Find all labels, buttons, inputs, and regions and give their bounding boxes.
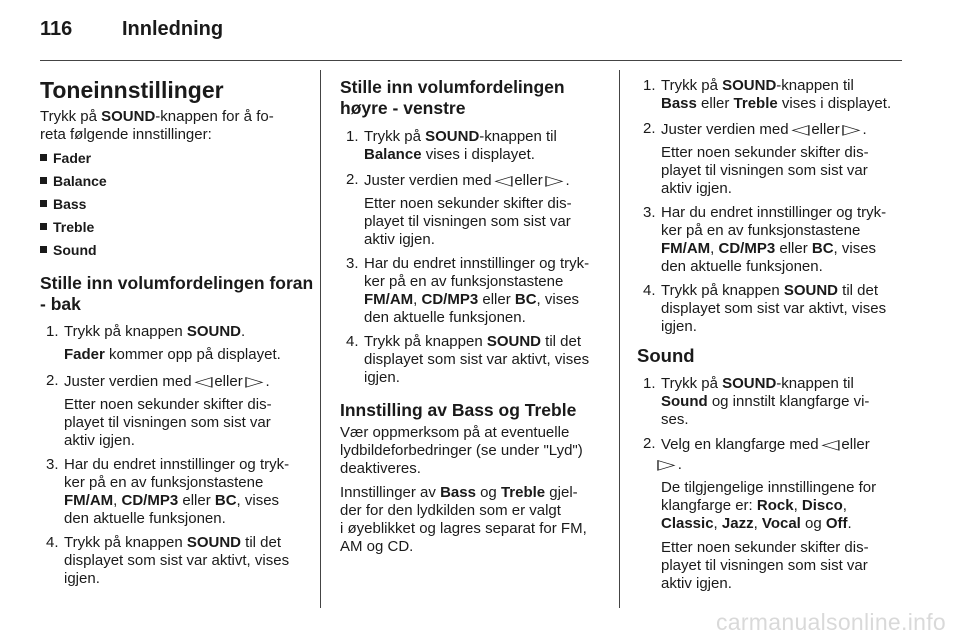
bullet-treble: Treble (40, 218, 94, 237)
bullet-square-icon (40, 177, 47, 184)
step-2-note-1: Etter noen sekunder skifter dis- (661, 144, 869, 161)
arrow-right-icon: ▷ (244, 373, 264, 389)
step-2-note-3: aktiv igjen. (64, 432, 135, 449)
bullet-bass: Bass (40, 195, 86, 214)
bullet-square-icon (40, 154, 47, 161)
step-1-note: Fader kommer opp på displayet. (64, 346, 281, 363)
arrow-right-icon: ▷ (544, 172, 564, 188)
step-2-note-2: playet til visningen som sist var (64, 414, 271, 431)
subheading-left-right: Stille inn volumfordelingen (340, 77, 565, 97)
sound-step-2-note-2: klangfarge er: Rock, Disco, (661, 497, 847, 514)
step-4-line-3: igjen. (64, 570, 100, 587)
arrow-right-icon: ▷ (841, 121, 861, 137)
sound-step-2-line-2: ▷ . (657, 456, 682, 473)
sound-step-2-note-1: De tilgjengelige innstillingene for (661, 479, 877, 496)
arrow-left-icon: ◁ (493, 172, 513, 188)
step-2-note-3: aktiv igjen. (661, 180, 732, 197)
step-2-note-1: Etter noen sekunder skifter dis- (64, 396, 272, 413)
sound-step-1-line-3: ses. (661, 411, 689, 428)
sound-step-2-note-6: aktiv igjen. (661, 575, 732, 592)
step-3-line-2: ker på en av funksjonstastene (364, 273, 564, 290)
watermark: carmanualsonline.info (715, 609, 946, 635)
para-1-line-1: Vær oppmerksom på at eventuelle (340, 424, 570, 441)
step-3-line-4: den aktuelle funksjonen. (661, 258, 823, 275)
sound-step-2-note-3: Classic, Jazz, Vocal og Off. (661, 515, 852, 532)
step-3-line-4: den aktuelle funksjonen. (364, 309, 526, 326)
intro-line-1: Trykk på SOUND-knappen for å fo- (40, 108, 274, 125)
subheading-sound: Sound (637, 345, 695, 366)
arrow-left-icon: ◁ (193, 373, 213, 389)
step-4-line-3: igjen. (364, 369, 400, 386)
column-divider-1 (320, 70, 321, 608)
step-4-line-2: displayet som sist var aktivt, vises (364, 351, 590, 368)
bullet-fader: Fader (40, 149, 91, 168)
sound-step-1-line-2: Sound og innstilt klangfarge vi- (661, 393, 870, 410)
step-3-line-3: FM/AM, CD/MP3 eller BC, vises (64, 492, 280, 509)
bullet-square-icon (40, 223, 47, 230)
step-1-line-2: Bass eller Treble vises i displayet. (661, 95, 892, 112)
step-3-line-2: ker på en av funksjonstastene (661, 222, 861, 239)
step-4-line-2: displayet som sist var aktivt, vises (64, 552, 290, 569)
para-1-line-3: deaktiveres. (340, 460, 421, 477)
arrow-left-icon: ◁ (790, 121, 810, 137)
step-4-line-2: displayet som sist var aktivt, vises (661, 300, 887, 317)
bullet-square-icon (40, 246, 47, 253)
step-2-note-1: Etter noen sekunder skifter dis- (364, 195, 572, 212)
step-3-line-4: den aktuelle funksjonen. (64, 510, 226, 527)
section-title: Toneinnstillinger (40, 77, 224, 103)
para-2-line-3: i øyeblikket og lagres separat for FM, (340, 520, 587, 537)
intro-line-2: reta følgende innstillinger: (40, 126, 212, 143)
bullet-balance: Balance (40, 172, 107, 191)
arrow-left-icon: ◁ (820, 436, 840, 452)
subheading-front-rear: Stille inn volumfordelingen foran (40, 273, 314, 293)
sound-step-2-note-5: playet til visningen som sist var (661, 557, 868, 574)
sound-step-2-note-4: Etter noen sekunder skifter dis- (661, 539, 869, 556)
step-3-line-3: FM/AM, CD/MP3 eller BC, vises (661, 240, 877, 257)
header-rule (40, 60, 902, 61)
para-1-line-2: lydbildeforbedringer (se under "Lyd") (340, 442, 583, 459)
step-3-line-2: ker på en av funksjonstastene (64, 474, 264, 491)
arrow-right-icon: ▷ (657, 456, 676, 472)
bullet-sound: Sound (40, 241, 97, 260)
page-number: 116 (40, 18, 73, 40)
step-1-line-2: Balance vises i displayet. (364, 146, 535, 163)
chapter-title: Innledning (122, 18, 224, 40)
step-2-note-2: playet til visningen som sist var (661, 162, 868, 179)
para-2-line-4: AM og CD. (340, 538, 414, 555)
step-4-line-3: igjen. (661, 318, 697, 335)
column-divider-2 (619, 70, 620, 608)
step-3-line-3: FM/AM, CD/MP3 eller BC, vises (364, 291, 580, 308)
subheading-left-right-2: høyre - venstre (340, 98, 466, 118)
subheading-front-rear-2: - bak (40, 294, 81, 314)
para-2-line-1: Innstillinger av Bass og Treble gjel- (340, 484, 578, 501)
para-2-line-2: der for den lydkilden som er valgt (340, 502, 561, 519)
step-2-note-3: aktiv igjen. (364, 231, 435, 248)
subheading-bass-treble: Innstilling av Bass og Treble (340, 400, 577, 420)
bullet-square-icon (40, 200, 47, 207)
step-2-note-2: playet til visningen som sist var (364, 213, 571, 230)
